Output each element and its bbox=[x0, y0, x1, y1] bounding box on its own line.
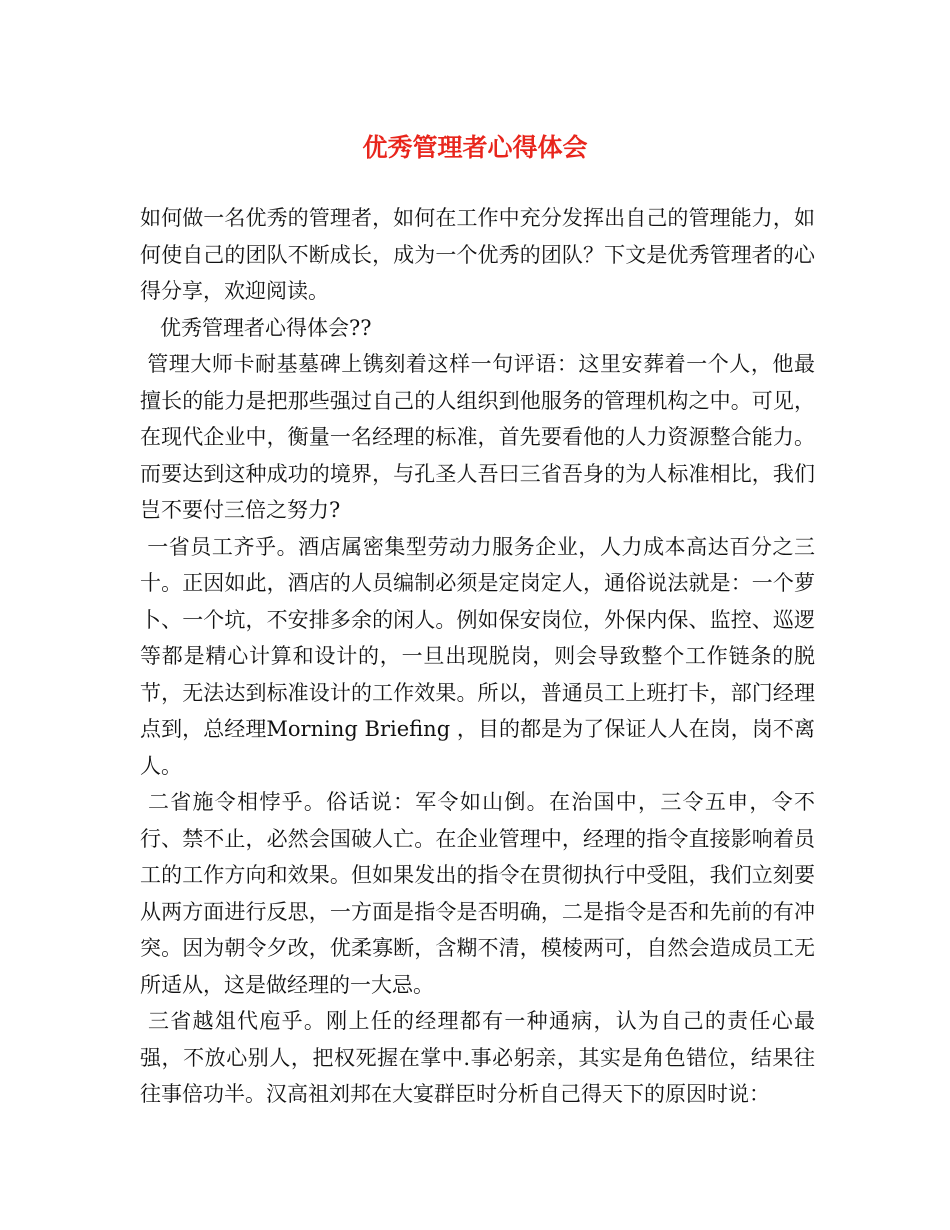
paragraph-carnegie: 管理大师卡耐基墓碑上镌刻着这样一句评语：这里安葬着一个人，他最擅长的能力是把那些强过自己的人组织到他服务的管理机构之中。可见，在现代企业中，衡量一名经理的标准，首先要看他的人力资源整合能力。而要达到这种成功的境界，与孔圣人吾曰三省吾身的为人标准相比，我们岂不要付三倍之努力? bbox=[140, 352, 815, 522]
intro-paragraph: 如何做一名优秀的管理者，如何在工作中充分发挥出自己的管理能力，如何使自己的团队不断成长，成为一个优秀的团队？下文是优秀管理者的心得分享，欢迎阅读。 bbox=[140, 206, 815, 303]
document-title: 优秀管理者心得体会 bbox=[362, 133, 588, 162]
paragraph-third-reflection: 三省越俎代庖乎。刚上任的经理都有一种通病，认为自己的责任心最强，不放心别人，把权死握在掌中.事必躬亲，其实是角色错位，结果往往事倍功半。汉高祖刘邦在大宴群臣时分析自己得天下的原因时说： bbox=[140, 1009, 815, 1106]
paragraph-second-reflection: 二省施令相悖乎。俗话说：军令如山倒。在治国中，三令五申，令不行、禁不止，必然会国破人亡。在企业管理中，经理的指令直接影响着员工的工作方向和效果。但如果发出的指令在贯彻执行中受阻，我们立刻要从两方面进行反思，一方面是指令是否明确，二是指令是否和先前的有冲突。因为朝令夕改，优柔寡断，含糊不清，模棱两可，自然会造成员工无所适从，这是做经理的一大忌。 bbox=[140, 790, 815, 997]
document-body bbox=[140, 200, 815, 1113]
section-heading: 优秀管理者心得体会?? bbox=[140, 315, 372, 340]
paragraph-first-reflection: 一省员工齐乎。酒店属密集型劳动力服务企业，人力成本高达百分之三十。正因如此，酒店的人员编制必须是定岗定人，通俗说法就是：一个萝卜、一个坑，不安排多余的闲人。例如保安岗位，外保内保、监控、巡逻等都是精心计算和设计的，一旦出现脱岗，则会导致整个工作链条的脱节，无法达到标准设计的工作效果。所以，普通员工上班打卡，部门经理点到，总经理Morning Briefing ，目的都是为了保证人人在岗，岗不离人。 bbox=[140, 534, 815, 778]
